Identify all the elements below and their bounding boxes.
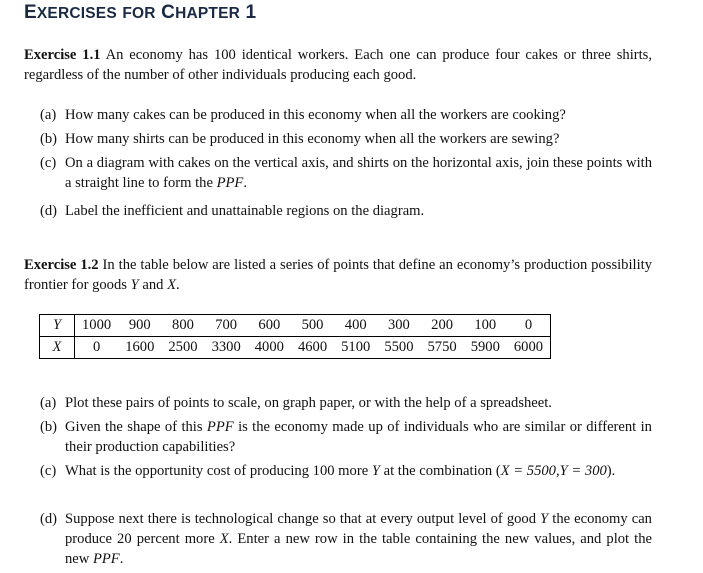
exercise-1-2-item-b: (b) Given the shape of this PPF is the economy made up of individuals who are similar or different in their production capabilities? — [40, 419, 652, 455]
exercise-1-2-item-c: (c) What is the opportunity cost of producing 100 more Y at the combination (X = 5500,Y = 300). — [40, 463, 616, 479]
table-cell: 5750 — [421, 337, 464, 359]
table-cell: 200 — [421, 315, 464, 337]
table-cell: 900 — [118, 315, 161, 337]
table-cell: 4600 — [291, 337, 334, 359]
table-row-x — [40, 337, 551, 359]
exercise-1-2-item-a: (a) Plot these pairs of points to scale, on graph paper, or with the help of a spreadsheet. — [40, 395, 552, 411]
table-row-y — [40, 315, 551, 337]
row-header-y: Y — [40, 315, 75, 337]
table-cell: 1600 — [118, 337, 161, 359]
table-cell: 3300 — [205, 337, 248, 359]
exercise-1-1-item-a: (a) How many cakes can be produced in this economy when all the workers are cooking? — [40, 107, 566, 123]
table-cell: 0 — [75, 337, 119, 359]
row-header-x: X — [40, 337, 75, 359]
table-cell: 2500 — [161, 337, 204, 359]
table-cell: 600 — [248, 315, 291, 337]
table-cell: 5100 — [334, 337, 377, 359]
exercise-1-1-item-d: (d) Label the inefficient and unattainable regions on the diagram. — [40, 203, 425, 219]
table-cell: 400 — [334, 315, 377, 337]
exercise-1-2-label: Exercise 1.2 — [24, 257, 99, 273]
table-cell: 5500 — [377, 337, 420, 359]
table-cell: 4000 — [248, 337, 291, 359]
exercise-1-1-label: Exercise 1.1 — [24, 47, 101, 63]
table-cell: 500 — [291, 315, 334, 337]
table-cell: 800 — [161, 315, 204, 337]
exercise-1-2-intro: Exercise 1.2 In the table below are listed a series of points that define an economy’s production possibility frontier for goods Y and X. — [24, 257, 652, 293]
exercise-1-1-intro: Exercise 1.1 An economy has 100 identical workers. Each one can produce four cakes or three shirts, regardless of the number of other individuals producing each good. — [24, 47, 652, 83]
table-cell: 1000 — [75, 315, 119, 337]
table-cell: 700 — [205, 315, 248, 337]
exercise-1-1-item-c: (c) On a diagram with cakes on the vertical axis, and shirts on the horizontal axis, join these points with a straight line to form the PPF. — [40, 155, 652, 191]
exercise-1-1-item-b: (b) How many shirts can be produced in this economy when all the workers are sewing? — [40, 131, 560, 147]
table-cell: 6000 — [507, 337, 551, 359]
table-cell: 5900 — [464, 337, 507, 359]
table-cell: 300 — [377, 315, 420, 337]
exercise-1-2-item-d: (d) Suppose next there is technological change so that at every output level of good Y the economy can produce 20 percent more X. Enter a new row in the table containing the new values, and plot the new PPF. — [40, 511, 652, 567]
ppf-table — [39, 314, 551, 359]
table-cell: 0 — [507, 315, 551, 337]
table-cell: 100 — [464, 315, 507, 337]
chapter-title: EXERCISES FOR CHAPTER 1 — [24, 2, 257, 23]
